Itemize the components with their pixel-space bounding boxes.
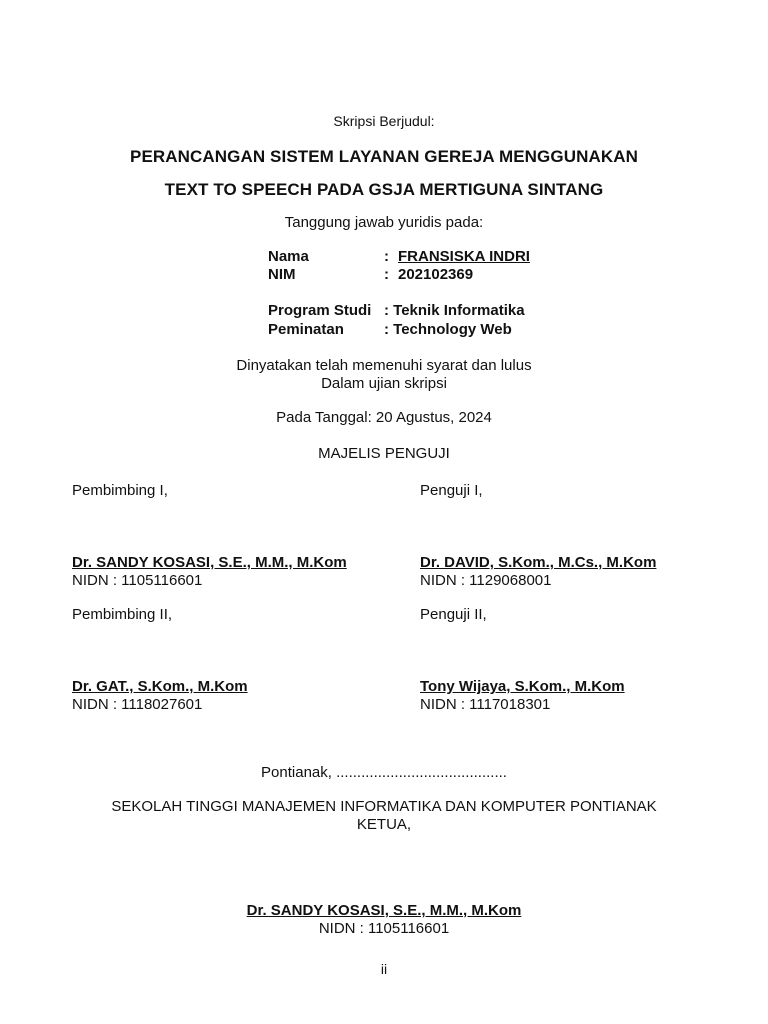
specialization-label: Peminatan xyxy=(268,321,344,338)
name-separator: : xyxy=(384,248,389,265)
chair-name-wrap xyxy=(0,902,768,920)
examiner-2-role: Penguji II, xyxy=(420,606,487,623)
program-value: : Teknik Informatika xyxy=(384,302,525,319)
examiner-1-name: Dr. DAVID, S.Kom., M.Cs., M.Kom xyxy=(420,554,657,571)
responsibility-text: Tanggung jawab yuridis pada: xyxy=(284,214,484,231)
examiner-2-nidn: NIDN : 1117018301 xyxy=(420,696,551,713)
chair-nidn: NIDN : 1105116601 xyxy=(318,920,450,937)
program-label: Program Studi xyxy=(268,302,372,319)
examiner-1-role: Penguji I, xyxy=(420,482,483,499)
intro-text: Skripsi Berjudul: xyxy=(333,113,435,129)
advisor-2-name: Dr. GAT., S.Kom., M.Kom xyxy=(72,678,248,695)
page-number: ii xyxy=(380,961,388,977)
exam-date: Pada Tanggal: 20 Agustus, 2024 xyxy=(276,409,492,426)
nim-label: NIM xyxy=(268,266,296,283)
thesis-title-line-2: TEXT TO SPEECH PADA GSJA MERTIGUNA SINTANG xyxy=(164,180,604,199)
institution-line-1: SEKOLAH TINGGI MANAJEMEN INFORMATIKA DAN KOMPUTER PONTIANAK xyxy=(111,798,657,815)
advisor-1-name: Dr. SANDY KOSASI, S.E., M.M., M.Kom xyxy=(72,554,347,571)
name-label: Nama xyxy=(268,248,309,265)
advisor-1-role: Pembimbing I, xyxy=(72,482,168,499)
institution-line-2: KETUA, xyxy=(356,816,412,833)
thesis-title-line-1: PERANCANGAN SISTEM LAYANAN GEREJA MENGGUNAKAN xyxy=(130,147,638,166)
student-nim: 202102369 xyxy=(398,266,474,283)
advisor-1-nidn: NIDN : 1105116601 xyxy=(72,572,203,589)
examiner-2-name: Tony Wijaya, S.Kom., M.Kom xyxy=(420,678,625,695)
advisor-2-nidn: NIDN : 1118027601 xyxy=(72,696,203,713)
examiner-1-nidn: NIDN : 1129068001 xyxy=(420,572,552,589)
specialization-value: : Technology Web xyxy=(384,321,512,338)
nim-separator: : xyxy=(384,266,389,283)
student-name: FRANSISKA INDRI xyxy=(398,248,530,265)
statement-line-2: Dalam ujian skripsi xyxy=(321,375,447,392)
advisor-2-role: Pembimbing II, xyxy=(72,606,173,623)
chair-name: Dr. SANDY KOSASI, S.E., M.M., M.Kom xyxy=(246,902,522,919)
statement-line-1: Dinyatakan telah memenuhi syarat dan lulus xyxy=(236,357,532,374)
place-date: Pontianak, ......................................... xyxy=(261,764,507,781)
panel-heading: MAJELIS PENGUJI xyxy=(318,445,450,462)
